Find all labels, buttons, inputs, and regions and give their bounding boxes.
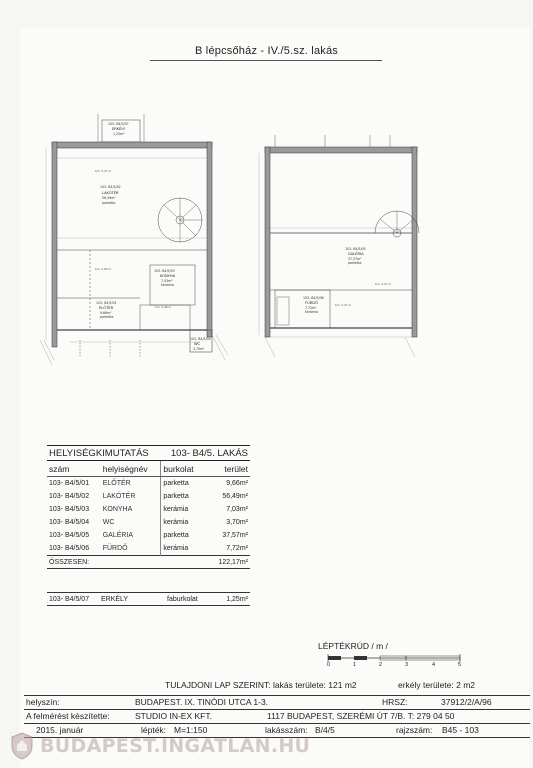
ceiling-height-label: bm: 2,48 m — [155, 305, 172, 309]
room-label-living — [100, 185, 121, 205]
svg-text:ERKÉLY: ERKÉLY — [112, 127, 126, 131]
svg-text:parketta: parketta — [102, 201, 116, 205]
table-row: 103- B4/5/06 FÜRDŐ kerámia 7,72m² — [47, 542, 250, 556]
scale-tick: 5 — [458, 662, 462, 668]
svg-text:WC: WC — [194, 342, 201, 346]
svg-text:56,49m²: 56,49m² — [102, 196, 116, 200]
scale-tick: 0 — [327, 662, 331, 668]
svg-text:9,66m²: 9,66m² — [100, 311, 112, 315]
ownership-balcony-text: erkély területe: 2 m2 — [398, 680, 476, 690]
shield-logo-icon — [10, 732, 34, 760]
svg-text:LAKÓTÉR: LAKÓTÉR — [102, 191, 119, 195]
floor-plan-gallery — [255, 125, 430, 365]
balcony-table — [47, 592, 250, 606]
scale-bar-label: LÉPTÉKRÚD / m / — [318, 641, 388, 651]
table-row: 103- B4/5/07 ERKÉLY faburkolat 1,25m² — [49, 595, 248, 603]
table-row: 103- B4/5/03 KONYHA kerámia 7,03m² — [47, 503, 250, 516]
ceiling-height-label: bm: 2,47 m — [375, 282, 392, 286]
balcony-label — [108, 122, 129, 136]
title-block-row: helyszín: BUDAPEST. IX. TINÓDI UTCA 1-3. HRSZ: 37912/2/A/96 — [24, 695, 530, 710]
svg-text:103- B4/5/02: 103- B4/5/02 — [100, 185, 121, 189]
floor-plan-lower — [40, 110, 230, 370]
svg-text:parketta: parketta — [348, 261, 362, 265]
svg-text:7,72m²: 7,72m² — [305, 306, 317, 310]
scale-tick: 2 — [379, 662, 383, 668]
svg-text:37,57m²: 37,57m² — [348, 257, 362, 261]
svg-text:7,03m²: 7,03m² — [161, 279, 173, 283]
svg-text:kerámia: kerámia — [161, 283, 174, 287]
watermark-text: BUDAPEST.INGATLAN.HU — [40, 735, 311, 757]
svg-text:1,25m²: 1,25m² — [113, 132, 125, 136]
table-row: 103- B4/5/05 GALÉRIA parketta 37,57m² — [47, 529, 250, 542]
room-label-bathroom — [303, 296, 324, 314]
svg-text:kerámia: kerámia — [305, 310, 318, 314]
ceiling-height-label: bm: 2,60 m — [95, 267, 112, 271]
ownership-area-text: TULAJDONI LAP SZERINT: lakás területe: 121 m2 — [165, 680, 357, 690]
svg-text:GALÉRIA: GALÉRIA — [348, 252, 364, 256]
title-block-row: 2015. január lépték: M=1:150 lakásszám: B/4/5 rajzszám: B45 - 103 — [24, 724, 530, 738]
table-row: 103- B4/5/01 ELŐTÉR parketta 9,66m² — [47, 477, 250, 491]
room-label-kitchen — [154, 269, 176, 287]
room-schedule-table — [47, 445, 250, 569]
svg-text:parketta: parketta — [100, 315, 114, 319]
room-label-wc — [190, 337, 211, 351]
watermark — [10, 731, 310, 761]
svg-text:FÜRDŐ: FÜRDŐ — [305, 301, 318, 305]
svg-text:KONYHA: KONYHA — [160, 274, 176, 278]
svg-text:103- B4/5/01: 103- B4/5/01 — [96, 301, 117, 305]
svg-text:103- B4/5/04: 103- B4/5/04 — [190, 337, 211, 341]
svg-text:3,70m²: 3,70m² — [193, 347, 205, 351]
svg-text:103- B4/5/07: 103- B4/5/07 — [108, 122, 129, 126]
svg-text:103- B4/5/05: 103- B4/5/05 — [345, 247, 366, 251]
table-row: 103- B4/5/02 LAKÓTÉR parketta 56,49m² — [47, 490, 250, 503]
scale-tick: 4 — [432, 662, 436, 668]
svg-text:103- B4/5/06: 103- B4/5/06 — [303, 296, 324, 300]
ceiling-height-label: bm: 5,47 m — [95, 169, 112, 173]
scale-bar — [326, 652, 466, 664]
table-column-headers: szám helyiségnév burkolat terület — [47, 461, 250, 477]
room-label-gallery — [345, 247, 366, 265]
page-title: B lépcsőház - IV./5.sz. lakás — [195, 45, 338, 57]
table-row: 103- B4/5/04 WC kerámia 3,70m² — [47, 516, 250, 529]
title-underline — [150, 60, 382, 61]
svg-text:103- B4/5/03: 103- B4/5/03 — [154, 269, 175, 273]
title-block-row: A felmérést készítette: STUDIO IN-EX KFT. 1117 BUDAPEST, SZERÉMI ÚT 7/B. T: 279 04 50 — [24, 710, 530, 724]
scale-tick: 1 — [353, 662, 357, 668]
table-header: HELYISÉGKIMUTATÁS 103- B4/5. LAKÁS — [49, 447, 248, 459]
table-total-row: ÖSSZESEN: 122,17m² — [47, 556, 250, 569]
svg-text:ELŐTÉR: ELŐTÉR — [99, 306, 114, 310]
scale-tick: 3 — [405, 662, 409, 668]
room-label-hall — [96, 301, 117, 319]
ceiling-height-label: bm: 2,47 m — [335, 303, 352, 307]
